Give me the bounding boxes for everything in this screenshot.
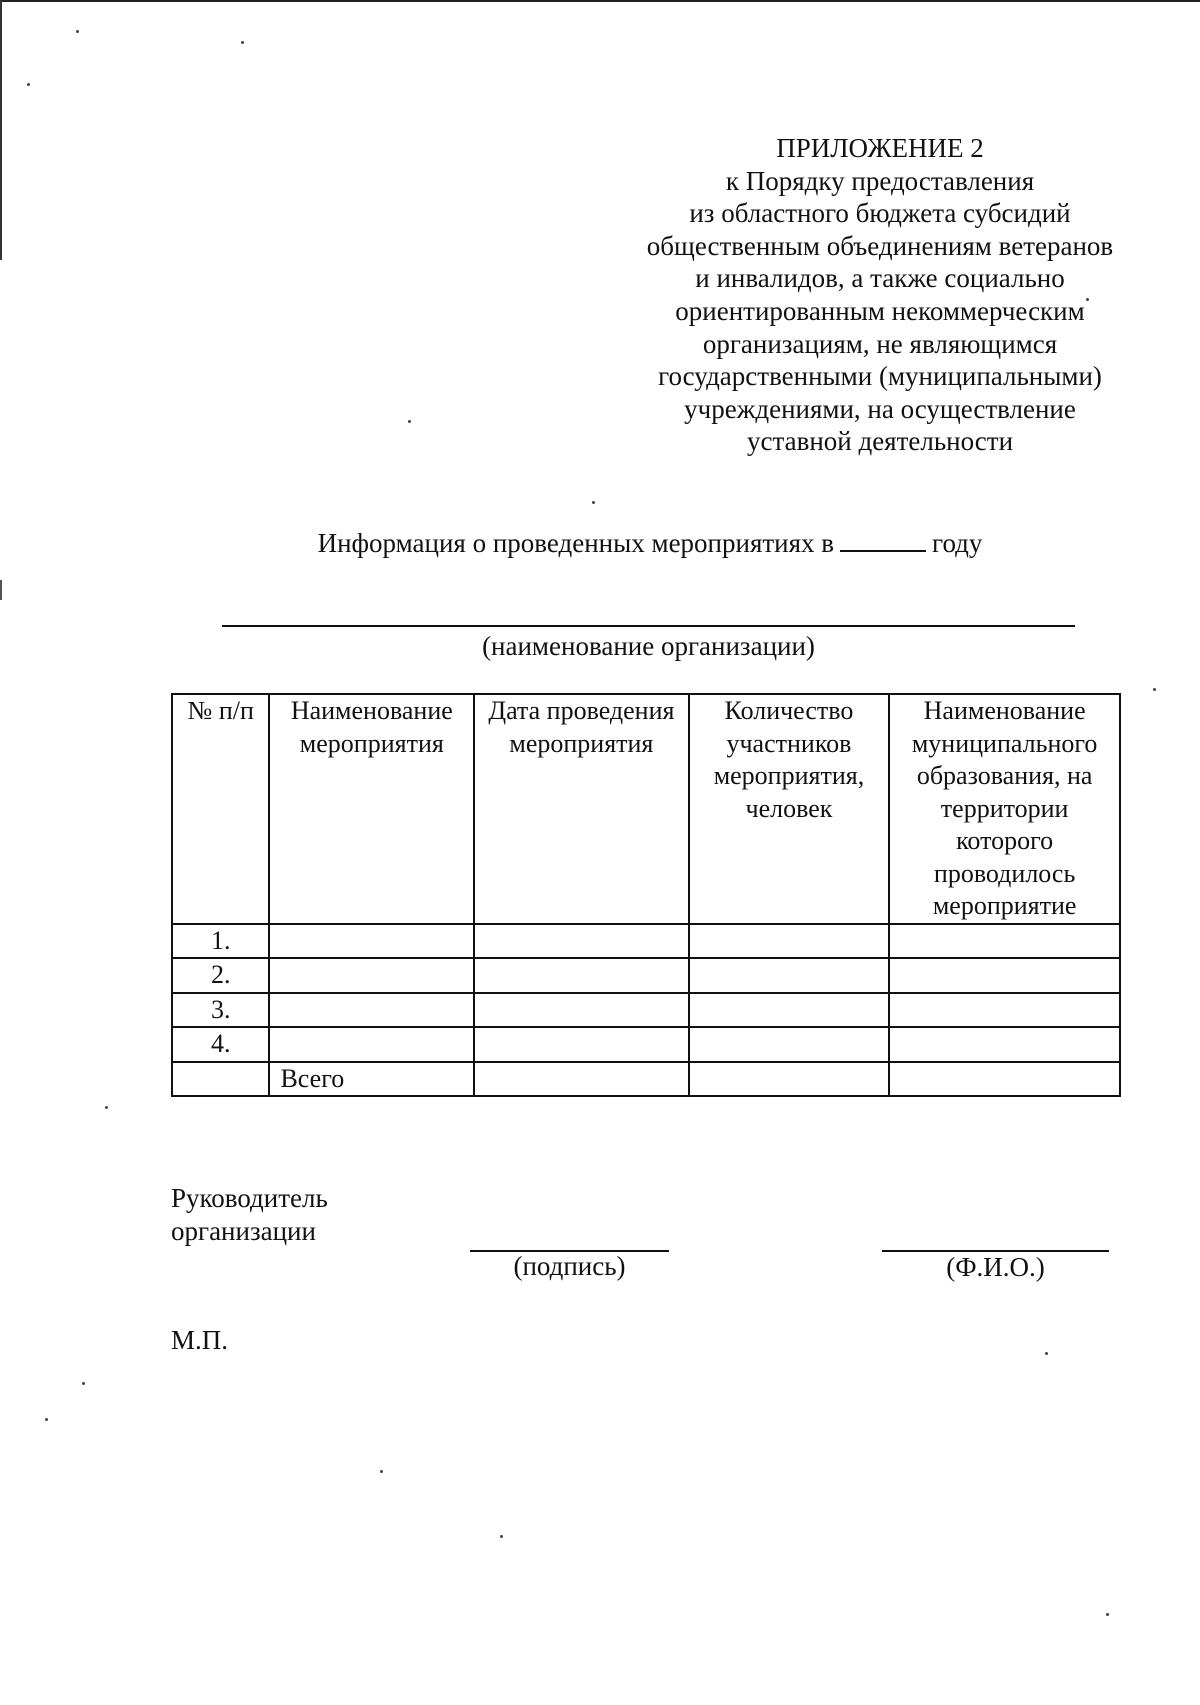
scan-left-edge-mark xyxy=(0,580,2,600)
head-label-line2: организации xyxy=(171,1216,316,1246)
appendix-block xyxy=(620,132,1140,458)
cell-participants[interactable] xyxy=(689,1027,890,1062)
scan-speck xyxy=(592,501,595,504)
header-municipality: Наименование муниципального образования, на территории которого проводилось мероприятие xyxy=(889,694,1120,924)
cell-participants[interactable] xyxy=(689,958,890,993)
scan-speck xyxy=(105,1106,108,1109)
table-header-row xyxy=(172,694,1120,924)
header-participants: Количество участников мероприятия, человек xyxy=(689,694,890,924)
organization-name-line[interactable] xyxy=(222,625,1075,627)
cell-event-date[interactable] xyxy=(474,1027,688,1062)
cell-municipality[interactable] xyxy=(889,1027,1120,1062)
scan-speck xyxy=(27,83,30,86)
head-label-line1: Руководитель xyxy=(171,1183,328,1213)
heading-prefix: Информация о проведенных мероприятиях в xyxy=(317,528,835,558)
header-number: № п/п xyxy=(172,694,269,924)
scan-speck xyxy=(1106,1613,1109,1616)
cell-event-name[interactable] xyxy=(269,924,474,959)
heading-suffix: году xyxy=(932,528,983,558)
table-row xyxy=(172,924,1120,959)
cell-total-participants[interactable] xyxy=(689,1062,890,1097)
appendix-line: ориентированным некоммерческим xyxy=(675,295,1085,326)
scan-top-edge xyxy=(0,0,1200,2)
row-number xyxy=(172,1062,269,1097)
row-number: 2. xyxy=(172,958,269,993)
appendix-title: ПРИЛОЖЕНИЕ 2 xyxy=(776,133,984,163)
appendix-line: уставной деятельности xyxy=(746,426,1014,457)
appendix-line: организациям, не являющимся xyxy=(702,328,1058,359)
full-name-caption: (Ф.И.О.) xyxy=(946,1252,1045,1282)
cell-municipality[interactable] xyxy=(889,993,1120,1028)
header-event-name: Наименование мероприятия xyxy=(269,694,474,924)
cell-event-name[interactable] xyxy=(269,993,474,1028)
scan-speck xyxy=(1045,1352,1048,1355)
scan-speck xyxy=(408,420,411,423)
events-table xyxy=(171,693,1121,1097)
cell-event-name[interactable] xyxy=(269,958,474,993)
appendix-line: государственными (муниципальными) xyxy=(658,361,1102,392)
cell-participants[interactable] xyxy=(689,924,890,959)
cell-municipality[interactable] xyxy=(889,958,1120,993)
scan-left-edge xyxy=(0,0,2,260)
stamp-place-label: М.П. xyxy=(171,1325,229,1355)
cell-event-date[interactable] xyxy=(474,993,688,1028)
organization-head-label xyxy=(171,1182,328,1248)
cell-event-name[interactable] xyxy=(269,1027,474,1062)
scan-speck xyxy=(45,1418,48,1421)
total-label: Всего xyxy=(269,1062,474,1097)
header-event-date: Дата проведения мероприятия xyxy=(474,694,688,924)
cell-total-date[interactable] xyxy=(474,1062,688,1097)
scan-speck xyxy=(82,1382,85,1385)
appendix-line: общественным объединениям ветеранов xyxy=(646,230,1114,261)
organization-caption: (наименование организации) xyxy=(482,631,815,661)
signature-caption: (подпись) xyxy=(513,1251,626,1281)
scan-speck xyxy=(500,1535,503,1538)
document-heading xyxy=(250,526,1050,559)
table-total-row xyxy=(172,1062,1120,1097)
appendix-line: и инвалидов, а также социально xyxy=(695,263,1065,294)
appendix-line: учреждениями, на осуществление xyxy=(684,393,1076,424)
scan-speck xyxy=(1086,298,1089,301)
scan-speck xyxy=(76,30,79,33)
scan-speck xyxy=(241,41,244,44)
year-blank-field[interactable] xyxy=(840,526,926,552)
appendix-line: из областного бюджета субсидий xyxy=(689,198,1071,229)
cell-municipality[interactable] xyxy=(889,924,1120,959)
row-number: 4. xyxy=(172,1027,269,1062)
cell-total-municipality[interactable] xyxy=(889,1062,1120,1097)
scan-speck xyxy=(1153,688,1156,691)
table-row xyxy=(172,993,1120,1028)
table-row xyxy=(172,1027,1120,1062)
appendix-line: к Порядку предоставления xyxy=(725,165,1035,196)
row-number: 1. xyxy=(172,924,269,959)
cell-event-date[interactable] xyxy=(474,924,688,959)
cell-participants[interactable] xyxy=(689,993,890,1028)
cell-event-date[interactable] xyxy=(474,958,688,993)
scan-speck xyxy=(380,1470,383,1473)
row-number: 3. xyxy=(172,993,269,1028)
table-row xyxy=(172,958,1120,993)
